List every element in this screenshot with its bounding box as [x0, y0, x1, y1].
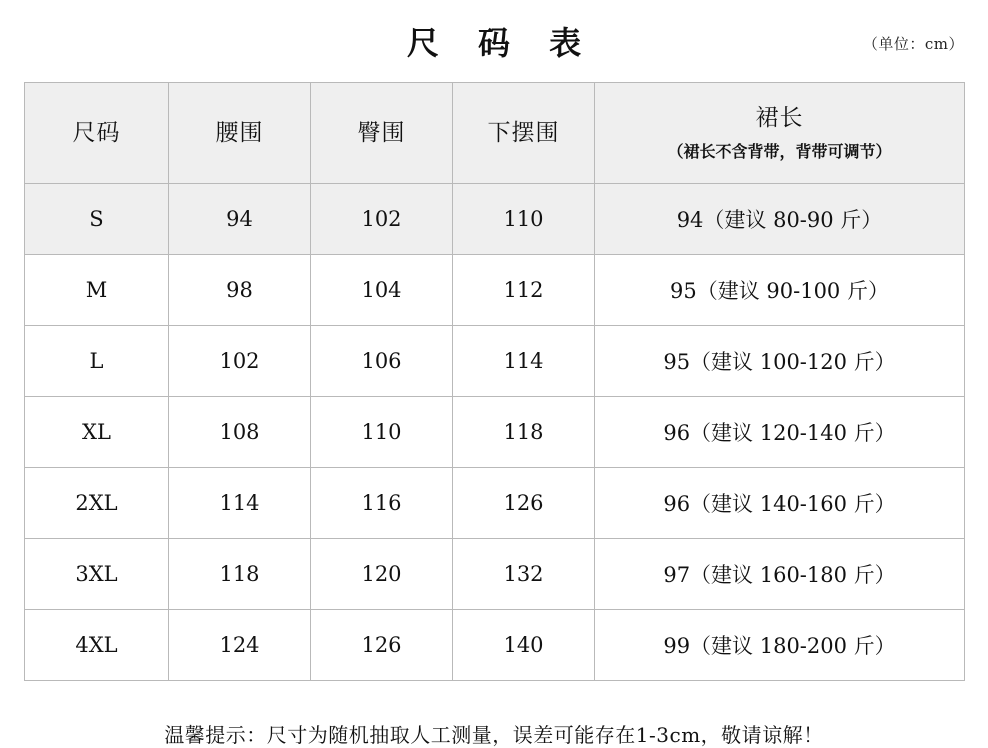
column-header-waist-label: 腰围: [215, 119, 264, 146]
cell-hem: 112: [453, 255, 595, 326]
table-row: [25, 184, 965, 255]
cell-hip: 120: [311, 539, 453, 610]
table-row: [25, 326, 965, 397]
table-header: [25, 83, 965, 184]
cell-size: 3XL: [25, 539, 169, 610]
cell-length: 96（建议 120-140 斤）: [595, 397, 965, 468]
cell-hem: 118: [453, 397, 595, 468]
cell-hip: 102: [311, 184, 453, 255]
cell-waist: 108: [169, 397, 311, 468]
column-header-waist: [169, 83, 311, 184]
cell-length: 99（建议 180-200 斤）: [595, 610, 965, 681]
cell-hip: 116: [311, 468, 453, 539]
unit-note: （单位：cm）: [862, 35, 964, 53]
column-header-hem-label: 下摆围: [487, 119, 560, 146]
cell-waist: 114: [169, 468, 311, 539]
cell-hem: 126: [453, 468, 595, 539]
column-header-length: [595, 83, 965, 184]
column-header-hip: [311, 83, 453, 184]
cell-waist: 94: [169, 184, 311, 255]
table-row: [25, 255, 965, 326]
cell-size: 2XL: [25, 468, 169, 539]
cell-hem: 110: [453, 184, 595, 255]
size-table-wrap: [24, 82, 964, 681]
cell-size: 4XL: [25, 610, 169, 681]
cell-hem: 140: [453, 610, 595, 681]
cell-size: S: [25, 184, 169, 255]
title-row: [0, 0, 988, 82]
column-header-length-sublabel: （裙长不含背带，背带可调节）: [667, 142, 892, 162]
cell-waist: 102: [169, 326, 311, 397]
cell-hip: 110: [311, 397, 453, 468]
cell-waist: 124: [169, 610, 311, 681]
column-header-hip-label: 臀围: [357, 119, 406, 146]
cell-size: M: [25, 255, 169, 326]
cell-waist: 98: [169, 255, 311, 326]
cell-hip: 104: [311, 255, 453, 326]
cell-hip: 126: [311, 610, 453, 681]
column-header-hem: [453, 83, 595, 184]
cell-hem: 114: [453, 326, 595, 397]
cell-hem: 132: [453, 539, 595, 610]
cell-size: L: [25, 326, 169, 397]
table-body: [25, 184, 965, 681]
footer-note: 温馨提示：尺寸为随机抽取人工测量，误差可能存在1-3cm，敬请谅解！: [164, 723, 824, 747]
table-row: [25, 468, 965, 539]
table-row: [25, 397, 965, 468]
size-table: [24, 82, 965, 681]
cell-size: XL: [25, 397, 169, 468]
page-title: 尺 码 表: [406, 24, 596, 62]
cell-hip: 106: [311, 326, 453, 397]
column-header-length-label: 裙长: [755, 104, 804, 131]
cell-length: 96（建议 140-160 斤）: [595, 468, 965, 539]
column-header-size-label: 尺码: [72, 119, 121, 146]
cell-length: 95（建议 100-120 斤）: [595, 326, 965, 397]
table-row: [25, 610, 965, 681]
cell-waist: 118: [169, 539, 311, 610]
cell-length: 94（建议 80-90 斤）: [595, 184, 965, 255]
column-header-size: [25, 83, 169, 184]
cell-length: 95（建议 90-100 斤）: [595, 255, 965, 326]
cell-length: 97（建议 160-180 斤）: [595, 539, 965, 610]
table-row: [25, 539, 965, 610]
table-header-row: [25, 83, 965, 184]
